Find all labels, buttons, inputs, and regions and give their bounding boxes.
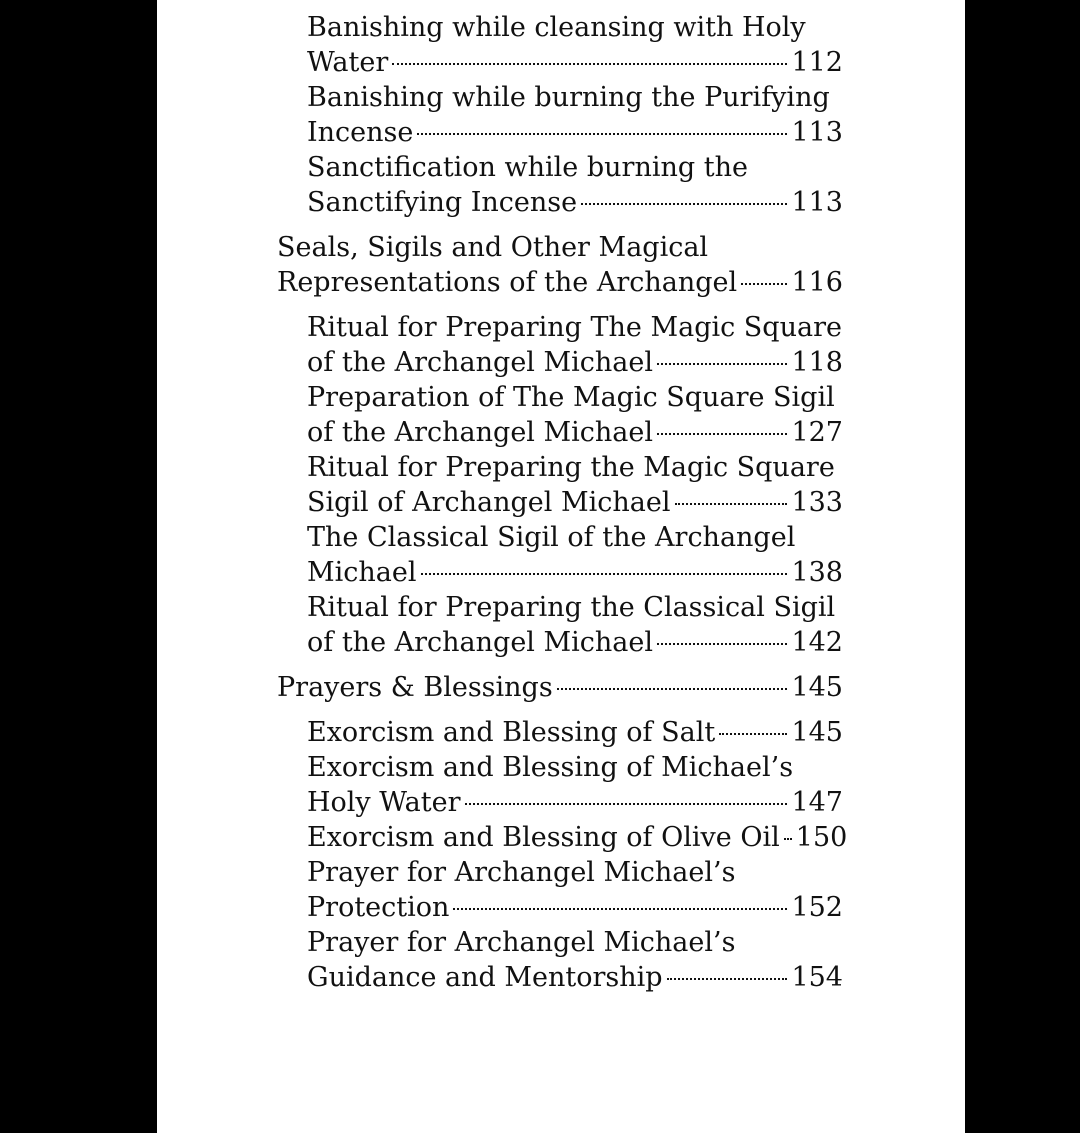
toc-entry-last-line — [307, 115, 843, 150]
toc-page-number: 133 — [791, 487, 843, 518]
toc-entry-title-line: Exorcism and Blessing of Salt — [307, 717, 716, 748]
toc-entry-last-line — [307, 715, 843, 750]
document-page — [157, 0, 965, 1133]
toc-entry-title-line: of the Archangel Michael — [307, 627, 654, 658]
toc-entry-last-line — [307, 555, 843, 590]
toc-entry-last-line — [307, 485, 843, 520]
toc-entry-title-line: Sigil of Archangel Michael — [307, 487, 671, 518]
toc-page-number: 145 — [791, 672, 843, 703]
dot-leader — [657, 363, 787, 365]
toc-page-number: 152 — [791, 892, 843, 923]
toc-page-number: 118 — [791, 347, 843, 378]
toc-entry-title-line: Seals, Sigils and Other Magical — [277, 232, 709, 263]
toc-section-entry[interactable] — [277, 230, 843, 300]
toc-page-number: 150 — [795, 822, 848, 853]
dot-leader — [675, 503, 788, 505]
toc-subsection-entry[interactable] — [277, 855, 843, 925]
dot-leader — [741, 283, 787, 285]
toc-page-number: 113 — [791, 187, 843, 218]
toc-entry-title-line: Sanctifying Incense — [307, 187, 578, 218]
toc-subsection-entry[interactable] — [277, 10, 843, 80]
table-of-contents — [277, 10, 848, 995]
toc-subsection-entry[interactable] — [277, 450, 843, 520]
toc-subsection-entry[interactable] — [277, 80, 843, 150]
toc-subsection-entry[interactable] — [277, 380, 843, 450]
dot-leader — [453, 908, 787, 910]
toc-entry-last-line — [307, 890, 843, 925]
toc-entry-last-line — [307, 960, 843, 995]
toc-entry-title-line: Exorcism and Blessing of Michael’s — [307, 752, 794, 783]
toc-subsection-entry[interactable] — [277, 925, 843, 995]
toc-page-number: 147 — [791, 787, 843, 818]
toc-subsection-entry[interactable] — [277, 520, 843, 590]
dot-leader — [667, 978, 788, 980]
toc-entry-last-line — [277, 265, 843, 300]
toc-entry-title-line: Ritual for Preparing The Magic Square — [307, 312, 842, 343]
toc-entry-title-line: Preparation of The Magic Square Sigil — [307, 382, 835, 413]
toc-entry-title-line: Protection — [307, 892, 450, 923]
toc-entry-title-line: Exorcism and Blessing of Olive Oil — [307, 822, 780, 853]
toc-entry-last-line — [307, 45, 843, 80]
dot-leader — [657, 643, 787, 645]
toc-page-number: 116 — [791, 267, 843, 298]
toc-page-number: 138 — [791, 557, 843, 588]
toc-subsection-entry[interactable] — [277, 310, 843, 380]
toc-entry-title-line: Incense — [307, 117, 414, 148]
toc-entry-title-line: Holy Water — [307, 787, 461, 818]
toc-page-number: 142 — [791, 627, 843, 658]
toc-page-number: 113 — [791, 117, 843, 148]
dot-leader — [719, 733, 787, 735]
toc-entry-title-line: Prayer for Archangel Michael’s — [307, 927, 736, 958]
toc-entry-title-line: The Classical Sigil of the Archangel — [307, 522, 796, 553]
toc-entry-title-line: of the Archangel Michael — [307, 347, 654, 378]
toc-entry-title-line: Representations of the Archangel — [277, 267, 738, 298]
toc-entry-title-line: Prayer for Archangel Michael’s — [307, 857, 736, 888]
toc-section-entry[interactable] — [277, 670, 843, 705]
toc-entry-last-line — [307, 785, 843, 820]
toc-entry-title-line: Ritual for Preparing the Magic Square — [307, 452, 835, 483]
dot-leader — [784, 838, 792, 840]
toc-subsection-entry[interactable] — [277, 715, 843, 750]
toc-entry-title-line: Guidance and Mentorship — [307, 962, 663, 993]
toc-entry-title-line: Water — [307, 47, 389, 78]
toc-entry-title-line: Michael — [307, 557, 417, 588]
toc-entry-last-line — [307, 625, 843, 660]
toc-entry-title-line: Prayers & Blessings — [277, 672, 553, 703]
dot-leader — [421, 573, 788, 575]
toc-entry-title-line: Banishing while burning the Purifying — [307, 82, 830, 113]
dot-leader — [557, 688, 788, 690]
toc-subsection-entry[interactable] — [277, 820, 848, 855]
toc-subsection-entry[interactable] — [277, 150, 843, 220]
dot-leader — [657, 433, 787, 435]
dot-leader — [581, 203, 787, 205]
toc-entry-last-line — [277, 670, 843, 705]
toc-entry-title-line: Banishing while cleansing with Holy — [307, 12, 806, 43]
toc-entry-last-line — [307, 345, 843, 380]
toc-page-number: 145 — [791, 717, 843, 748]
toc-page-number: 112 — [791, 47, 843, 78]
dot-leader — [465, 803, 788, 805]
toc-page-number: 127 — [791, 417, 843, 448]
toc-subsection-entry[interactable] — [277, 590, 843, 660]
toc-page-number: 154 — [791, 962, 843, 993]
toc-entry-title-line: of the Archangel Michael — [307, 417, 654, 448]
dot-leader — [392, 63, 787, 65]
toc-entry-last-line — [307, 415, 843, 450]
toc-entry-title-line: Ritual for Preparing the Classical Sigil — [307, 592, 836, 623]
toc-entry-last-line — [307, 185, 843, 220]
toc-subsection-entry[interactable] — [277, 750, 843, 820]
dot-leader — [417, 133, 787, 135]
toc-entry-last-line — [307, 820, 848, 855]
toc-entry-title-line: Sanctification while burning the — [307, 152, 748, 183]
